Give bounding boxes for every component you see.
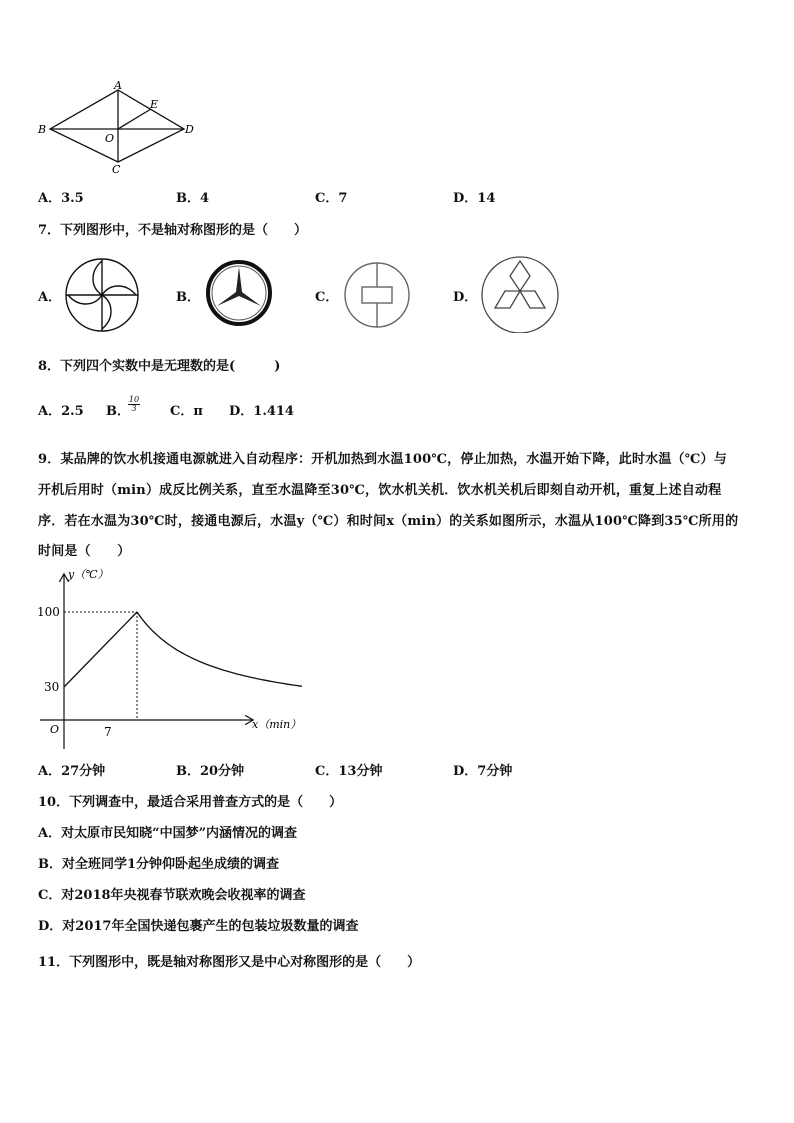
x-tick-7: 7 [104, 725, 112, 739]
rhombus-figure [34, 80, 204, 175]
q8-option-a[interactable]: A．2.5 [38, 404, 84, 419]
q6-option-a[interactable]: A．3.5 [38, 191, 84, 206]
label-o: O [105, 132, 115, 145]
q11-stem: 11．下列图形中，既是轴对称图形又是中心对称图形的是（ ） [38, 955, 421, 970]
segment-oe [118, 109, 151, 129]
y-tick-100: 100 [37, 605, 60, 619]
q9-option-d[interactable]: D．7分钟 [453, 764, 513, 779]
q8-fraction [128, 396, 140, 413]
label-d: D [185, 123, 194, 136]
q7-stem: 7．下列图形中，不是轴对称图形的是（ ） [38, 223, 308, 238]
fraction-denominator: 3 [131, 404, 137, 413]
q8-option-d[interactable]: D．1.414 [229, 404, 294, 419]
label-b: B [38, 123, 47, 136]
fraction-numerator: 10 [128, 395, 140, 404]
q9-option-c[interactable]: C．13分钟 [315, 764, 383, 779]
q10-option-b[interactable]: B．对全班同学1分钟仰卧起坐成绩的调查 [38, 857, 280, 872]
q9-option-b[interactable]: B．20分钟 [176, 764, 245, 779]
q7-option-a-label[interactable]: A． [38, 290, 62, 305]
q7-option-c-label[interactable]: C． [315, 290, 339, 305]
q6-option-d[interactable]: D．14 [453, 191, 496, 206]
three-pointed-star-icon[interactable] [205, 259, 273, 327]
label-a: A [114, 80, 122, 92]
q9-stem-line-2: 开机后用时（min）成反比例关系，直至水温降至30℃，饮水机关机．饮水机关机后即刻自动开机，重复上述自动程 [38, 483, 722, 498]
q7-option-b-label[interactable]: B． [176, 290, 200, 305]
coin-square-hole-icon[interactable] [342, 260, 412, 330]
three-diamonds-icon[interactable] [479, 255, 561, 333]
q8-option-b[interactable]: B． [106, 404, 130, 419]
pinwheel-circle-icon[interactable] [64, 257, 140, 333]
q8-option-c[interactable]: C．π [170, 404, 203, 419]
q6-option-b[interactable]: B．4 [176, 191, 210, 206]
q9-option-a[interactable]: A．27分钟 [38, 764, 106, 779]
q9-stem-line-4: 时间是（ ） [38, 544, 131, 559]
q8-stem: 8．下列四个实数中是无理数的是( ) [38, 359, 281, 374]
label-c: C [112, 163, 121, 175]
temperature-time-chart [36, 565, 302, 751]
rhombus-outline [50, 90, 184, 162]
q6-option-c[interactable]: C．7 [315, 191, 348, 206]
series-heating-line [64, 612, 137, 687]
q10-option-a[interactable]: A．对太原市民知晓“中国梦”内涵情况的调查 [38, 826, 298, 841]
x-axis-label: x（min） [252, 718, 302, 731]
series-cooling-line [137, 612, 302, 687]
q10-option-d[interactable]: D．对2017年全国快递包裹产生的包装垃圾数量的调查 [38, 919, 359, 934]
q9-stem-line-3: 序．若在水温为30℃时，接通电源后，水温y（℃）和时间x（min）的关系如图所示，水温从100℃降到35℃所用的 [38, 514, 739, 529]
q10-stem: 10．下列调查中，最适合采用普查方式的是（ ） [38, 795, 343, 810]
label-e: E [150, 98, 159, 111]
y-tick-30: 30 [44, 680, 60, 694]
origin-label: O [50, 723, 60, 736]
q7-option-d-label[interactable]: D． [453, 290, 478, 305]
q10-option-c[interactable]: C．对2018年央视春节联欢晚会收视率的调查 [38, 888, 306, 903]
y-axis-label: y（℃） [68, 568, 109, 581]
q9-stem-line-1: 9．某品牌的饮水机接通电源就进入自动程序：开机加热到水温100℃，停止加热，水温开始下降，此时水温（℃）与 [38, 452, 727, 467]
